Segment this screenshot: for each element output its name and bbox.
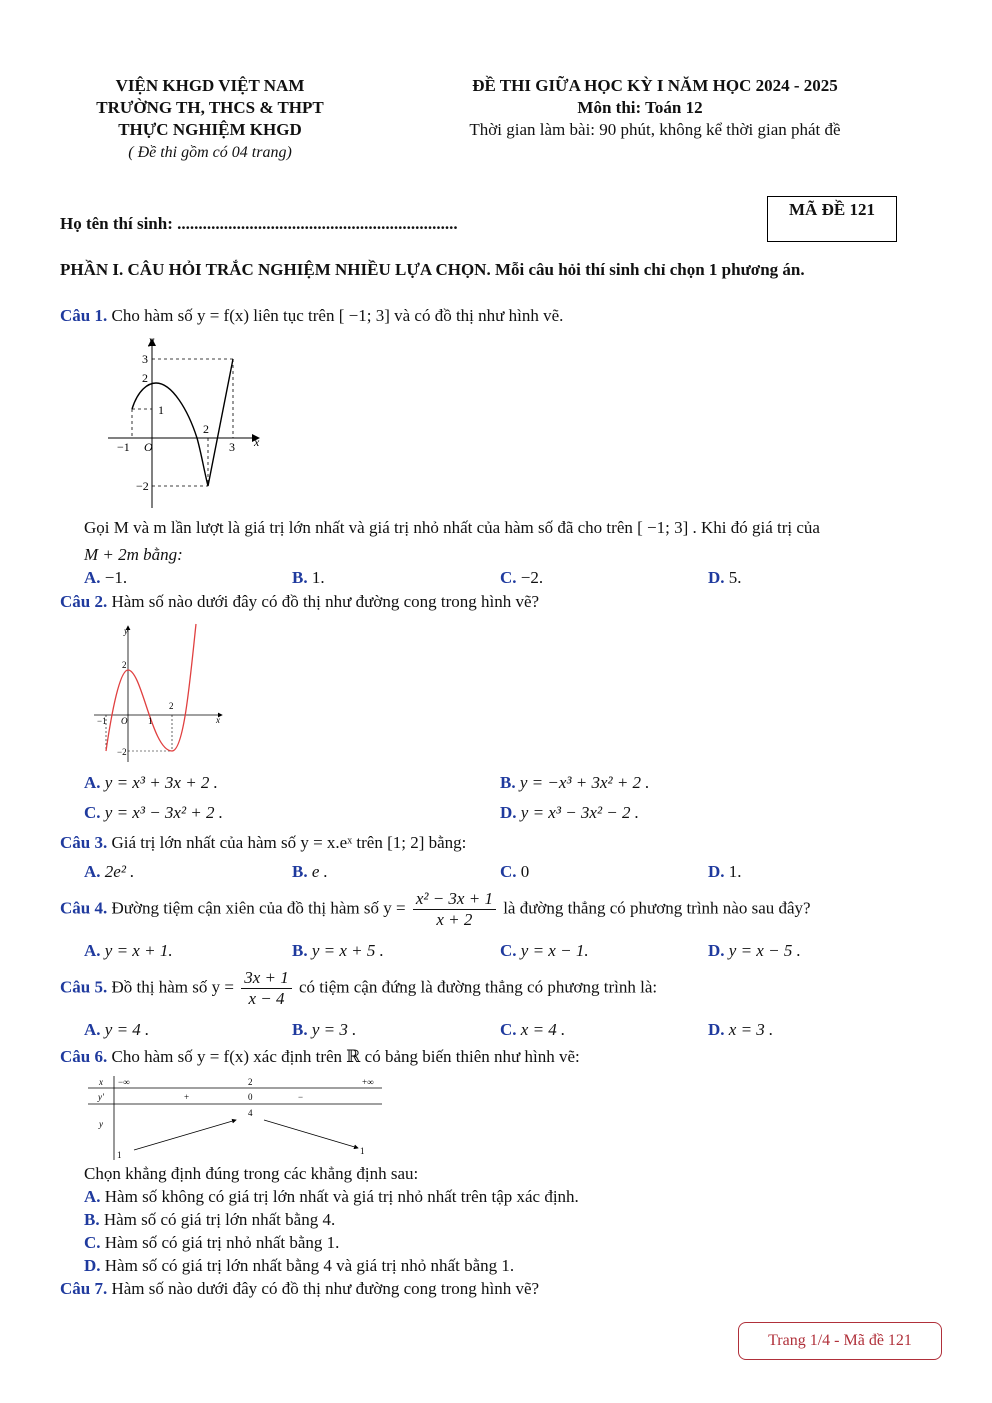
answer-option[interactable] xyxy=(84,862,134,882)
page-footer xyxy=(738,1322,942,1360)
table-value: 1 xyxy=(360,1146,365,1156)
table-value: 0 xyxy=(248,1092,253,1102)
answer-option[interactable] xyxy=(708,941,801,961)
answer-option[interactable] xyxy=(84,1020,149,1040)
fraction xyxy=(413,889,496,930)
table-value: 4 xyxy=(248,1108,253,1118)
question-text: Giá trị lớn nhất của hàm số y = x.eˣ trên [1; 2] bằng: xyxy=(111,833,467,852)
answer-option[interactable] xyxy=(84,1187,579,1207)
variation-table xyxy=(86,1074,386,1160)
tick-label: 2 xyxy=(169,701,174,711)
question-label: Câu 7. xyxy=(60,1279,108,1298)
fraction xyxy=(241,968,292,1009)
option-value: y = x − 5 . xyxy=(728,941,801,960)
question-label: Câu 5. xyxy=(60,977,108,997)
option-value: 1. xyxy=(728,862,742,881)
institute-name: VIỆN KHGD VIỆT NAM xyxy=(115,76,305,95)
table-value: −∞ xyxy=(118,1077,130,1087)
question-text: Hàm số nào dưới đây có đồ thị như đường cong trong hình vẽ? xyxy=(111,1279,540,1298)
option-key: D. xyxy=(84,1256,101,1275)
tick-label: −1 xyxy=(117,440,130,454)
exam-title: ĐỀ THI GIỮA HỌC KỲ I NĂM HỌC 2024 - 2025 xyxy=(472,76,838,95)
option-value: y = x + 1. xyxy=(104,941,173,960)
y-axis-label: y xyxy=(124,626,128,636)
fraction-numerator: x² − 3x + 1 xyxy=(413,889,496,910)
option-key: C. xyxy=(84,803,101,822)
option-key: B. xyxy=(500,773,516,792)
question-text-2: có tiệm cận đứng là đường thẳng có phương trình là: xyxy=(298,977,658,997)
option-key: B. xyxy=(292,862,308,881)
option-value: y = x³ − 3x² − 2 . xyxy=(520,803,640,822)
tick-label: 2 xyxy=(122,660,127,670)
question-2 xyxy=(60,592,539,612)
option-value: 1. xyxy=(311,568,325,587)
x-axis-label: x xyxy=(254,435,260,449)
option-value: x = 4 . xyxy=(520,1020,566,1039)
school-name-2: THỰC NGHIỆM KHGD xyxy=(118,120,302,139)
question-text: Đường tiệm cận xiên của đồ thị hàm số y = xyxy=(111,898,406,918)
option-value: Hàm số không có giá trị lớn nhất và giá trị nhỏ nhất trên tập xác định. xyxy=(104,1187,579,1206)
question-label: Câu 1. xyxy=(60,306,108,325)
option-key: C. xyxy=(500,568,517,587)
table-derivative-label: y' xyxy=(98,1092,104,1102)
option-value: e . xyxy=(311,862,328,881)
option-value: y = 4 . xyxy=(104,1020,150,1039)
x-axis-label: x xyxy=(216,715,220,725)
option-value: y = 3 . xyxy=(311,1020,357,1039)
option-value: 5. xyxy=(728,568,742,587)
answer-option[interactable] xyxy=(500,773,650,793)
tick-label: 1 xyxy=(158,403,164,417)
question-text-2: là đường thẳng có phương trình nào sau đây? xyxy=(503,898,811,918)
option-key: C. xyxy=(500,862,517,881)
tick-label: −2 xyxy=(136,479,149,493)
answer-option[interactable] xyxy=(708,568,742,588)
option-value: 0 xyxy=(520,862,530,881)
question-label: Câu 4. xyxy=(60,898,108,918)
page-count-note: ( Đề thi gồm có 04 trang) xyxy=(128,144,292,161)
answer-option[interactable] xyxy=(292,568,325,588)
table-sign: + xyxy=(184,1092,190,1102)
option-key: A. xyxy=(84,941,101,960)
option-key: B. xyxy=(292,1020,308,1039)
tick-label: −2 xyxy=(117,747,127,757)
question-3 xyxy=(60,833,466,853)
answer-option[interactable] xyxy=(84,803,223,823)
option-value: Hàm số có giá trị lớn nhất bằng 4. xyxy=(103,1210,336,1229)
answer-option[interactable] xyxy=(84,1210,335,1230)
option-key: C. xyxy=(500,941,517,960)
question-text: Cho hàm số y = f(x) liên tục trên [ −1; 3] và có đồ thị như hình vẽ. xyxy=(111,306,564,325)
answer-option[interactable] xyxy=(500,862,529,882)
option-value: Hàm số có giá trị nhỏ nhất bằng 1. xyxy=(104,1233,340,1252)
option-value: Hàm số có giá trị lớn nhất bằng 4 và giá trị nhỏ nhất bằng 1. xyxy=(104,1256,515,1275)
option-key: D. xyxy=(500,803,517,822)
question-text: Cho hàm số y = f(x) xác định trên ℝ có bảng biến thiên như hình vẽ: xyxy=(111,1047,580,1066)
question-1-graph xyxy=(100,330,270,510)
option-value: y = x³ − 3x² + 2 . xyxy=(104,803,224,822)
fraction-numerator: 3x + 1 xyxy=(241,968,292,989)
tick-label: 3 xyxy=(229,440,235,454)
question-label: Câu 6. xyxy=(60,1047,108,1066)
section-note: Mỗi câu hỏi thí sinh chỉ chọn 1 phương án. xyxy=(494,260,805,279)
question-text: Đồ thị hàm số y = xyxy=(111,977,234,997)
option-key: A. xyxy=(84,862,101,881)
option-key: C. xyxy=(84,1233,101,1252)
option-value: x = 3 . xyxy=(728,1020,774,1039)
table-y-label: y xyxy=(99,1119,103,1129)
option-value: −1. xyxy=(104,568,128,587)
exam-code-box xyxy=(767,196,897,242)
option-key: A. xyxy=(84,568,101,587)
answer-option[interactable] xyxy=(292,1020,356,1040)
question-text: Hàm số nào dưới đây có đồ thị như đường cong trong hình vẽ? xyxy=(111,592,540,611)
exam-subject: Môn thi: Toán 12 xyxy=(577,98,703,117)
answer-option[interactable] xyxy=(708,862,742,882)
option-value: y = x³ + 3x + 2 . xyxy=(104,773,218,792)
option-value: −2. xyxy=(520,568,544,587)
question-1-body: Gọi M và m lần lượt là giá trị lớn nhất và giá trị nhỏ nhất của hàm số đã cho trên [ −1; 3] . Khi đó giá trị của xyxy=(84,518,820,537)
origin-label: O xyxy=(121,716,128,726)
question-6-prompt: Chọn khẳng định đúng trong các khẳng định sau: xyxy=(84,1164,419,1183)
school-name: TRƯỜNG TH, THCS & THPT xyxy=(96,98,324,117)
answer-option[interactable] xyxy=(84,1256,514,1276)
graph-curve xyxy=(106,624,196,751)
section-title-text: PHẦN I. CÂU HỎI TRẮC NGHIỆM NHIỀU LỰA CHỌN. xyxy=(60,260,495,279)
option-key: A. xyxy=(84,773,101,792)
answer-option[interactable] xyxy=(84,1233,339,1253)
answer-option[interactable] xyxy=(84,568,127,588)
question-2-graph xyxy=(92,620,232,765)
section-title xyxy=(60,260,805,280)
option-key: B. xyxy=(84,1210,100,1229)
exam-duration: Thời gian làm bài: 90 phút, không kể thời gian phát đề xyxy=(469,120,841,139)
answer-option[interactable] xyxy=(84,941,173,961)
answer-option[interactable] xyxy=(500,803,639,823)
table-sign: − xyxy=(298,1092,304,1102)
answer-option[interactable] xyxy=(500,568,543,588)
option-key: C. xyxy=(500,1020,517,1039)
y-axis-label: y xyxy=(149,333,155,347)
option-key: D. xyxy=(708,568,725,587)
tick-label: 1 xyxy=(148,716,153,726)
option-key: D. xyxy=(708,1020,725,1039)
exam-code: MÃ ĐỀ 121 xyxy=(789,200,875,219)
option-key: B. xyxy=(292,941,308,960)
table-x-label: x xyxy=(99,1077,103,1087)
table-value: 1 xyxy=(117,1150,122,1160)
answer-option[interactable] xyxy=(292,941,384,961)
option-value: y = x + 5 . xyxy=(311,941,384,960)
tick-label: −1 xyxy=(97,716,107,726)
answer-option[interactable] xyxy=(500,1020,565,1040)
option-value: 2e² . xyxy=(104,862,135,881)
tick-label: 2 xyxy=(203,422,209,436)
option-key: D. xyxy=(708,862,725,881)
question-1-body-2: M + 2m bằng: xyxy=(84,545,183,564)
question-7 xyxy=(60,1279,539,1299)
answer-option[interactable] xyxy=(500,941,589,961)
question-label: Câu 2. xyxy=(60,592,108,611)
table-value: +∞ xyxy=(362,1077,374,1087)
option-key: B. xyxy=(292,568,308,587)
fraction-denominator: x − 4 xyxy=(248,989,285,1008)
option-key: D. xyxy=(708,941,725,960)
fraction-denominator: x + 2 xyxy=(436,910,473,929)
question-4 xyxy=(60,889,811,930)
option-value: y = −x³ + 3x² + 2 . xyxy=(519,773,650,792)
option-value: y = x − 1. xyxy=(520,941,589,960)
question-6 xyxy=(60,1047,580,1067)
question-1 xyxy=(60,306,563,326)
origin-label: O xyxy=(144,440,153,454)
answer-option[interactable] xyxy=(292,862,328,882)
option-key: A. xyxy=(84,1187,101,1206)
answer-option[interactable] xyxy=(84,773,218,793)
page-number: Trang 1/4 - Mã đề 121 xyxy=(768,1332,912,1349)
tick-label: 3 xyxy=(142,352,148,366)
option-key: A. xyxy=(84,1020,101,1039)
student-name-line: Họ tên thí sinh: .................................................................. xyxy=(60,214,458,233)
question-5 xyxy=(60,968,657,1009)
tick-label: 2 xyxy=(142,371,148,385)
table-value: 2 xyxy=(248,1077,253,1087)
question-label: Câu 3. xyxy=(60,833,108,852)
answer-option[interactable] xyxy=(708,1020,773,1040)
